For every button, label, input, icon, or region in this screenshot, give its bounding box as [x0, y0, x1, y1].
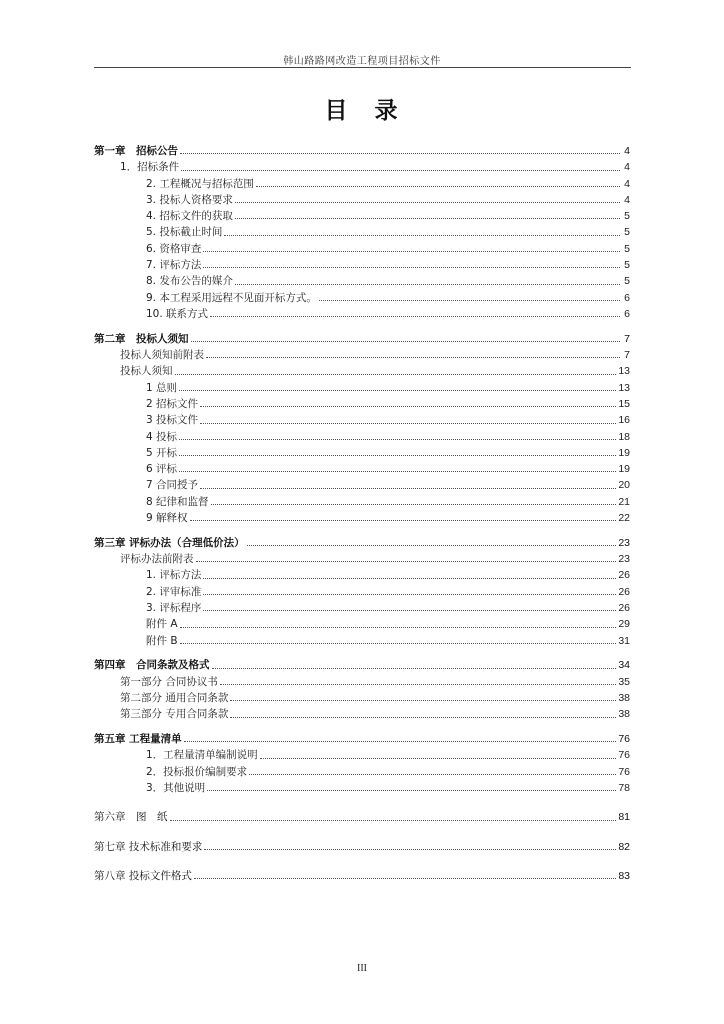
toc-entry[interactable] [94, 494, 630, 510]
toc-entry-label: 3. 投标人资格要求 [146, 193, 233, 206]
toc-entry[interactable] [94, 445, 630, 461]
toc-entry-label: 1．招标条件 [120, 161, 180, 174]
toc-entry-label: 附件 A [146, 618, 178, 631]
toc-entry[interactable] [94, 747, 630, 763]
toc-entry-page-number: 5 [624, 242, 630, 255]
toc-entry-label: 3 投标文件 [146, 414, 199, 427]
toc-entry-page-number: 82 [618, 840, 630, 853]
toc-entry-label: 6. 资格审查 [146, 242, 202, 255]
toc-entry-label: 第一章 招标公告 [94, 145, 178, 157]
toc-entry[interactable] [94, 731, 630, 747]
dot-leader [206, 357, 620, 358]
dot-leader [200, 488, 616, 489]
dot-leader [170, 820, 617, 821]
dot-leader [230, 717, 616, 718]
header-divider [94, 67, 631, 68]
dot-leader [249, 774, 616, 775]
dot-leader [224, 235, 620, 236]
toc-entry-page-number: 35 [618, 675, 630, 688]
dot-leader [203, 251, 620, 252]
toc-entry-page-number: 19 [618, 446, 630, 459]
toc-entry-page-number: 23 [618, 536, 630, 549]
toc-entry-label: 2．投标报价编制要求 [146, 765, 248, 778]
toc-entry[interactable] [94, 535, 630, 551]
toc-entry-label: 9 解释权 [146, 512, 188, 525]
toc-entry-label: 3. 评标程序 [146, 602, 202, 615]
toc-entry-page-number: 20 [618, 479, 630, 492]
toc-entry-page-number: 5 [624, 259, 630, 272]
toc-entry-page-number: 78 [618, 781, 630, 794]
toc-entry-page-number: 23 [618, 553, 630, 566]
toc-entry-page-number: 7 [624, 332, 630, 345]
toc-entry-label: 1．工程量清单编制说明 [146, 749, 258, 762]
toc-entry-page-number: 6 [624, 307, 630, 320]
toc-entry-page-number: 13 [618, 381, 630, 394]
toc-entry-label: 2 招标文件 [146, 397, 199, 410]
dot-leader [190, 520, 617, 521]
toc-entry-page-number: 4 [624, 145, 630, 157]
toc-entry-page-number: 31 [618, 634, 630, 647]
dot-leader [200, 423, 616, 424]
dot-leader [196, 561, 617, 562]
toc-entry-page-number: 76 [618, 749, 630, 762]
dot-leader [203, 267, 620, 268]
toc-entry-page-number: 22 [618, 512, 630, 525]
dot-leader [180, 643, 617, 644]
toc-entry-label: 第八章 投标文件格式 [94, 869, 192, 882]
dot-leader [319, 300, 620, 301]
toc-entry-label: 第二章 投标人须知 [94, 332, 189, 345]
toc-entry[interactable] [94, 273, 630, 289]
toc-entry-label: 投标人须知前附表 [120, 349, 204, 362]
toc-entry[interactable] [94, 331, 630, 347]
dot-leader [203, 594, 616, 595]
toc-entry-page-number: 4 [624, 161, 630, 174]
toc-entry[interactable] [94, 839, 630, 855]
toc-entry-label: 第七章 技术标准和要求 [94, 840, 203, 853]
toc-entry-page-number: 5 [624, 275, 630, 288]
toc-entry-page-number: 15 [618, 397, 630, 410]
toc-entry-page-number: 4 [624, 193, 630, 206]
toc-entry[interactable] [94, 510, 630, 526]
toc-entry-page-number: 29 [618, 618, 630, 631]
dot-leader [235, 218, 620, 219]
toc-entry-page-number: 76 [618, 765, 630, 778]
running-header: 韩山路路网改造工程项目招标文件 [283, 56, 441, 67]
table-of-contents [94, 143, 630, 884]
toc-entry-label: 4 投标 [146, 430, 178, 443]
toc-entry[interactable] [94, 764, 630, 780]
toc-entry-page-number: 16 [618, 414, 630, 427]
toc-entry[interactable] [94, 429, 630, 445]
toc-entry-page-number: 5 [624, 226, 630, 239]
dot-leader [179, 471, 616, 472]
toc-entry[interactable] [94, 257, 630, 273]
dot-leader [181, 170, 620, 171]
toc-entry[interactable] [94, 633, 630, 649]
toc-entry-label: 1. 评标方法 [146, 569, 202, 582]
toc-entry[interactable] [94, 192, 630, 208]
toc-entry-page-number: 6 [624, 291, 630, 304]
toc-entry[interactable] [94, 809, 630, 825]
toc-entry[interactable] [94, 868, 630, 884]
toc-entry[interactable] [94, 224, 630, 240]
toc-entry-label: 9. 本工程采用远程不见面开标方式。 [146, 291, 317, 304]
toc-entry-label: 5. 投标截止时间 [146, 226, 223, 239]
toc-entry-label: 1 总则 [146, 381, 178, 394]
page-number: III [357, 963, 367, 974]
toc-entry[interactable] [94, 674, 630, 690]
toc-entry[interactable] [94, 584, 630, 600]
toc-entry[interactable] [94, 176, 630, 192]
dot-leader [175, 374, 617, 375]
toc-entry-label: 第二部分 通用合同条款 [120, 692, 229, 704]
toc-entry-label: 2. 工程概况与招标范围 [146, 177, 254, 190]
toc-entry-label: 第三章 评标办法（合理低价法） [94, 536, 245, 549]
dot-leader [179, 390, 616, 391]
toc-entry-page-number: 18 [618, 430, 630, 443]
toc-entry-page-number: 4 [624, 177, 630, 190]
toc-entry[interactable] [94, 461, 630, 477]
dot-leader [179, 439, 616, 440]
toc-entry[interactable] [94, 396, 630, 412]
toc-entry-label: 附件 B [146, 634, 178, 647]
page-title: 目 录 [324, 98, 400, 124]
dot-leader [180, 153, 620, 154]
toc-entry-page-number: 83 [618, 869, 630, 882]
dot-leader [204, 849, 616, 850]
toc-entry-page-number: 5 [624, 210, 630, 223]
toc-entry-page-number: 76 [618, 733, 630, 746]
dot-leader [200, 406, 616, 407]
toc-entry-label: 8. 发布公告的媒介 [146, 275, 233, 288]
dot-leader [203, 610, 616, 611]
dot-leader [230, 700, 616, 701]
toc-entry-label: 第三部分 专用合同条款 [120, 708, 229, 721]
toc-entry-label: 3．其他说明 [146, 781, 206, 794]
toc-entry[interactable] [94, 159, 630, 175]
toc-entry-label: 10. 联系方式 [146, 307, 209, 320]
toc-entry[interactable] [94, 412, 630, 428]
toc-entry-label: 7. 评标方法 [146, 259, 202, 272]
toc-entry-page-number: 21 [618, 495, 630, 508]
toc-entry[interactable] [94, 690, 630, 706]
toc-entry-label: 第一部分 合同协议书 [120, 675, 218, 688]
dot-leader [203, 578, 616, 579]
dot-leader [207, 790, 616, 791]
toc-entry-page-number: 26 [618, 602, 630, 615]
toc-entry[interactable] [94, 567, 630, 583]
toc-entry-label: 5 开标 [146, 446, 178, 459]
dot-leader [247, 545, 617, 546]
toc-entry-page-number: 38 [618, 708, 630, 721]
toc-entry[interactable] [94, 347, 630, 363]
toc-entry[interactable] [94, 363, 630, 379]
dot-leader [235, 202, 620, 203]
toc-entry-label: 第四章 合同条款及格式 [94, 659, 210, 672]
toc-entry-page-number: 34 [618, 659, 630, 672]
toc-entry[interactable] [94, 208, 630, 224]
toc-entry-label: 4. 招标文件的获取 [146, 210, 233, 223]
dot-leader [180, 627, 617, 628]
toc-entry-page-number: 81 [618, 811, 630, 824]
toc-entry-label: 投标人须知 [120, 365, 173, 378]
toc-entry-label: 6 评标 [146, 463, 178, 476]
dot-leader [211, 504, 617, 505]
toc-entry-page-number: 38 [618, 692, 630, 704]
dot-leader [260, 758, 617, 759]
toc-entry-page-number: 7 [624, 349, 630, 362]
toc-entry-page-number: 13 [618, 365, 630, 378]
toc-entry-label: 7 合同授予 [146, 479, 199, 492]
toc-entry-label: 第五章 工程量清单 [94, 733, 182, 746]
toc-entry[interactable] [94, 706, 630, 722]
toc-entry-label: 2. 评审标准 [146, 585, 202, 598]
toc-entry-page-number: 19 [618, 463, 630, 476]
toc-entry[interactable] [94, 306, 630, 322]
toc-entry[interactable] [94, 600, 630, 616]
dot-leader [212, 668, 617, 669]
dot-leader [194, 878, 616, 879]
toc-entry[interactable] [94, 143, 630, 159]
dot-leader [210, 316, 620, 317]
dot-leader [220, 684, 616, 685]
dot-leader [184, 741, 617, 742]
toc-entry[interactable] [94, 290, 630, 306]
dot-leader [256, 186, 620, 187]
dot-leader [191, 341, 621, 342]
toc-entry-label: 8 纪律和监督 [146, 495, 209, 508]
toc-entry-page-number: 26 [618, 585, 630, 598]
toc-entry[interactable] [94, 616, 630, 632]
toc-entry[interactable] [94, 551, 630, 567]
toc-entry[interactable] [94, 477, 630, 493]
toc-entry[interactable] [94, 657, 630, 673]
toc-entry-label: 评标办法前附表 [120, 553, 194, 566]
toc-entry-label: 第六章 图 纸 [94, 811, 168, 824]
toc-entry[interactable] [94, 780, 630, 796]
dot-leader [235, 284, 620, 285]
toc-entry[interactable] [94, 380, 630, 396]
dot-leader [179, 455, 616, 456]
toc-entry[interactable] [94, 241, 630, 257]
toc-entry-page-number: 26 [618, 569, 630, 582]
